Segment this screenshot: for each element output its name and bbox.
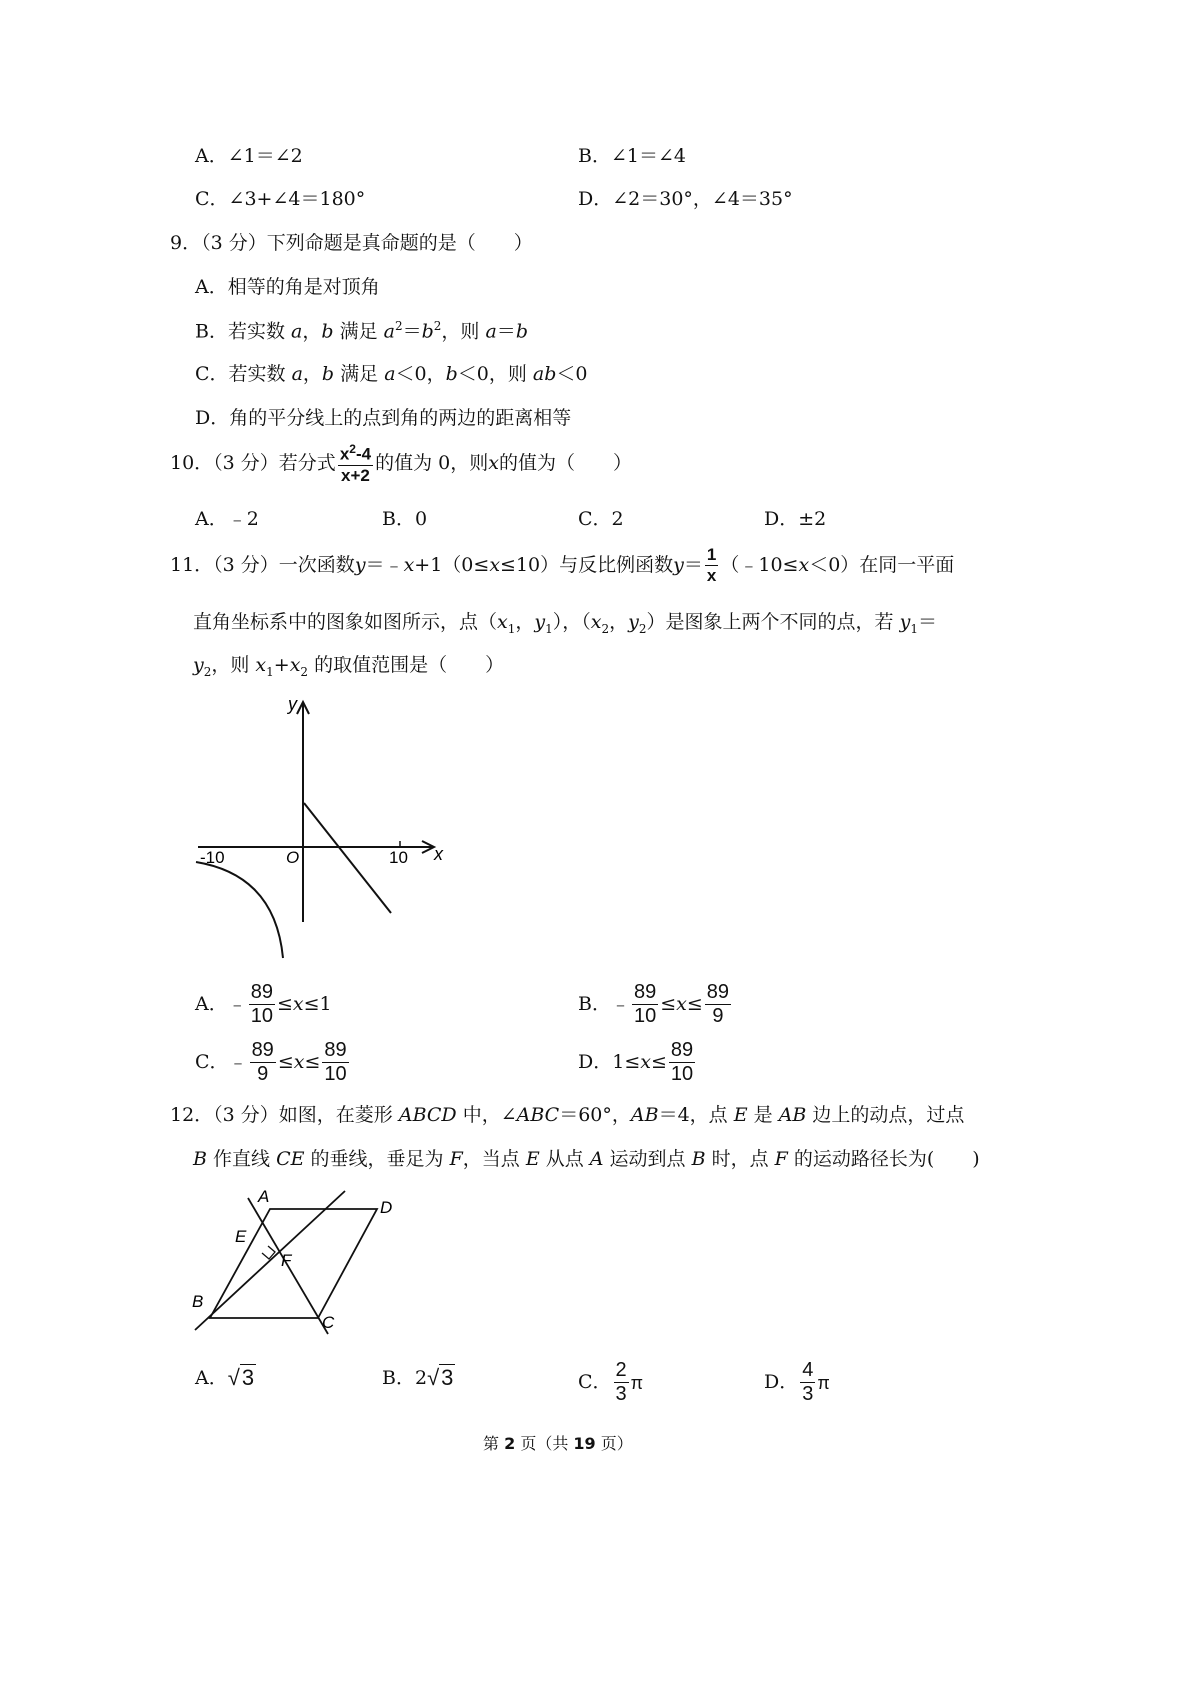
q11-stem-line2: 直角坐标系中的图象如图所示，点（$x_1$，$y_1$），（$x_2$，$y_2$）是图象上两个不同的点，若 $y_1=$	[193, 611, 937, 636]
q12-stem-line1: 12．（3 分）如图，在菱形 ABCD 中，∠ABC＝60°，AB＝4，点 E 是 AB 边上的动点，过点	[170, 1104, 965, 1126]
q9-option-c: C．若实数 a，b 满足 a＜0，b＜0，则 ab＜0	[195, 363, 588, 385]
sqrt-symbol: √3	[227, 1365, 255, 1390]
option-label: A．	[195, 145, 228, 167]
option-label: D．	[578, 188, 613, 210]
q12-option-d: D． $\frac{4}{3}$ π	[764, 1359, 830, 1405]
q10-stem: 10．（3 分）若分式 $\frac{x^2-4}{x+2}$ 的值为 0，则 x 的值为（ ）	[170, 442, 632, 485]
option-text: ∠1＝∠4	[610, 145, 686, 167]
q8-option-c	[195, 190, 365, 209]
q11-option-d: D． 1≤ x ≤ $\frac{89}{10}$	[578, 1039, 694, 1085]
q12-option-b: B． 2 √3	[382, 1365, 454, 1390]
q11-option-a: A． ﹣ $\frac{89}{10}$ ≤ x ≤1	[195, 981, 332, 1027]
vertex-d-label: D	[380, 1198, 393, 1217]
point-e-label: E	[235, 1227, 247, 1246]
q11-graph	[190, 690, 460, 970]
option-label: C．	[195, 188, 229, 210]
tick-pos-label: 10	[389, 848, 408, 867]
page-footer: 第 2 页（共 19 页）	[483, 1434, 633, 1453]
q12-stem-line2: B 作直线 CE 的垂线，垂足为 F，当点 E 从点 A 运动到点 B 时，点 F 的运动路径长为( )	[193, 1148, 980, 1170]
point-f-label: F	[281, 1251, 292, 1270]
q11-option-c: C． ﹣ $\frac{89}{9}$ ≤ x ≤ $\frac{89}{10}$	[195, 1039, 347, 1085]
q10-option-a: A．﹣2	[195, 508, 259, 530]
vertex-a-label: A	[258, 1187, 270, 1206]
origin-label: O	[286, 848, 300, 867]
q9-option-a: A．相等的角是对顶角	[195, 276, 380, 298]
rhombus-abcd	[210, 1209, 377, 1318]
q11-stem-line1: 11．（3 分）一次函数 y ＝﹣ x +1（0≤ x ≤10）与反比例函数 y ＝ $\frac{1}{x}$ （﹣10≤ x ＜0）在同一平面	[170, 545, 955, 585]
option-text: ∠3+∠4＝180°	[228, 188, 366, 210]
inverse-function-curve	[196, 862, 283, 958]
q9-option-b: B．若实数 a，b 满足 $a^2=b^2$，则 a＝b	[195, 319, 528, 343]
q12-option-a: A． √3	[195, 1365, 255, 1390]
q10-option-c: C．2	[578, 508, 624, 530]
option-label: B．	[578, 145, 611, 167]
vertex-c-label: C	[322, 1313, 335, 1332]
option-text: ∠1＝∠2	[227, 145, 303, 167]
q11-stem-line3: $y_2$，则 $x_1+x_2$ 的取值范围是（ ）	[193, 654, 505, 679]
q10-option-b: B．0	[382, 508, 428, 530]
option-text: ∠2＝30°，∠4＝35°	[612, 188, 793, 210]
q10-option-d: D．±2	[764, 508, 827, 530]
q11-option-b: B． ﹣ $\frac{89}{10}$ ≤ x ≤ $\frac{89}{9}$	[578, 981, 730, 1027]
q8-option-b	[578, 147, 686, 166]
q8-option-d	[578, 190, 793, 209]
vertex-b-label: B	[192, 1292, 204, 1311]
x-axis-label: x	[434, 844, 443, 864]
q9-stem: 9．（3 分）下列命题是真命题的是（ ）	[170, 232, 533, 254]
q9-option-d: D．角的平分线上的点到角的两边的距离相等	[195, 407, 572, 429]
q8-option-a	[195, 147, 303, 166]
y-axis-label: y	[288, 694, 297, 714]
q10-fraction: $\frac{x^2-4}{x+2}$	[339, 442, 372, 485]
sqrt-symbol: √3	[427, 1365, 454, 1390]
q12-rhombus-figure	[185, 1182, 400, 1342]
linear-function-line	[304, 803, 391, 913]
q12-option-c: C． $\frac{2}{3}$ π	[578, 1359, 644, 1405]
tick-neg-label: -10	[200, 848, 225, 867]
